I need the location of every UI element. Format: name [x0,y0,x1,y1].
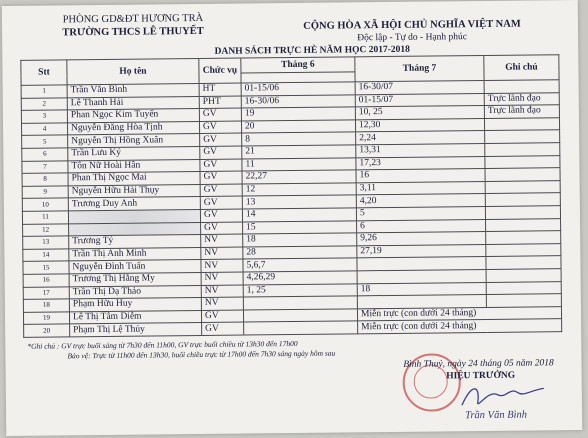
cell-stt: 8 [22,173,68,186]
cell-role: NV [201,247,243,260]
cell-month7: 16-30/07 [355,80,484,94]
cell-month7: 4,20 [356,194,485,208]
cell-name: Trương Tý [69,235,201,249]
cell-month6: 5,6,7 [243,258,357,272]
cell-name: Tôn Nữ Hoài Hân [68,159,200,173]
cell-stt: 1 [21,85,67,98]
cell-name: Phạm Thị Lệ Thủy [70,323,202,337]
cell-name: Lê Thanh Hải [67,96,199,110]
cell-month6: 19 [241,107,355,121]
national-header [302,19,522,45]
col-header-stt: Stt [21,60,67,85]
cell-role: GV [200,184,242,197]
nation-motto: Độc lập - Tự do - Hạnh phúc [357,32,468,44]
cell-note [486,218,561,231]
col-header-month7: Tháng 7 [355,55,484,81]
cell-month6: 12 [242,183,356,197]
cell-month7: Miễn trực (con dưới 24 tháng) [358,319,562,334]
footnote-guards: Bảo vệ: Trực từ 11h00 đến 13h30, buổi chiều trực từ 17h00 đến 7h30 sáng ngày hôm sau [67,348,336,361]
cell-note [486,243,561,256]
cell-note: Trực lãnh đạo [484,105,559,118]
duty-roster-table [20,54,562,338]
cell-month7: 3,11 [356,181,485,195]
cell-role: GV [200,196,242,209]
cell-role: GV [200,146,242,159]
document-page [2,0,582,436]
cell-role: NV [201,297,243,310]
cell-role: PHT [199,96,241,109]
cell-name: Phạm Hữu Huy [69,298,201,312]
cell-month7: 27,19 [357,244,486,258]
cell-role: GV [200,171,242,184]
cell-stt: 14 [23,249,69,262]
cell-note [486,281,561,294]
cell-role: GV [199,108,241,121]
cell-role: GV [200,133,242,146]
cell-stt: 18 [23,299,69,312]
cell-note [484,117,559,130]
cell-stt: 16 [23,274,69,287]
nation-name: CỘNG HÒA XÃ HỘI CHỦ NGHĨA VIỆT NAM [303,18,521,32]
cell-month6: 15 [243,220,357,234]
cell-name: Phan Thị Ngọc Mai [68,172,200,186]
cell-month7: 18 [357,282,486,296]
cell-month6: 18 [243,233,357,247]
cell-month6: 11 [242,157,356,171]
cell-stt: 3 [21,110,67,123]
cell-month7: 10, 25 [355,106,484,120]
cell-month7: 9,26 [357,232,486,246]
cell-month6: 21 [242,145,356,159]
school-name: TRƯỜNG THCS LÊ THUYẾT [62,25,204,39]
cell-note [485,206,560,219]
place-date: Bình Thuỷ, ngày 24 tháng 05 năm 2018 [403,358,554,370]
cell-stt: 17 [23,286,69,299]
cell-name: Trương Thị Hằng My [69,272,201,286]
cell-note [486,269,561,282]
cell-role: GV [199,121,241,134]
cell-role: GV [201,310,243,323]
cell-month7: 6 [357,219,486,233]
cell-month6: 22,27 [242,170,356,184]
signer-name: Trần Văn Bình [465,409,528,422]
cell-role: NV [201,234,243,247]
cell-note [485,180,560,193]
cell-month7: 2,24 [356,131,485,145]
cell-stt: 6 [22,148,68,161]
cell-month6: 13 [242,195,356,209]
cell-note [484,80,559,93]
cell-stt: 19 [23,312,69,325]
cell-month7: 16 [356,169,485,183]
cell-month6: 8 [242,132,356,146]
cell-note [486,294,561,307]
cell-role: NV [201,285,243,298]
cell-stt: 9 [22,186,68,199]
cell-month6 [244,321,358,335]
document-title: DANH SÁCH TRỰC HÈ NĂM HỌC 2017-2018 [214,44,410,57]
cell-month6: 01-15/06 [241,82,355,96]
cell-role: GV [202,322,244,335]
signer-title: HIỆU TRƯỞNG [446,370,516,382]
cell-note [486,256,561,269]
cell-month7: 17,23 [356,156,485,170]
cell-month6 [243,309,357,323]
cell-month6 [243,296,357,310]
cell-role: GV [200,159,242,172]
cell-name: Trần Văn Bình [67,83,199,97]
cell-stt: 7 [22,160,68,173]
cell-name: Trần Thị Dạ Thảo [69,285,201,299]
cell-name: Nguyễn Đình Tuấn [69,260,201,274]
cell-month6: 4,26,29 [243,271,357,285]
cell-name: Lê Thị Tâm Diễm [69,310,201,324]
cell-stt: 4 [21,123,67,136]
cell-note [485,155,560,168]
table-body [21,80,562,337]
cell-month7: 5 [356,206,485,220]
cell-month7: 12,30 [355,118,484,132]
cell-role: HT [199,83,241,96]
col-header-note: Ghi chú [484,55,559,81]
cell-month6: 20 [241,120,355,134]
cell-stt: 20 [24,324,70,337]
cell-month7: Miễn trực (con dưới 24 tháng) [357,306,561,321]
cell-month6: 1, 25 [243,283,357,297]
cell-name: Nguyễn Thị Hồng Xuân [68,134,200,148]
cell-month7: 13,31 [356,143,485,157]
footnote-teachers: *Ghi chú : GV trực buổi sáng từ 7h30 đến 11h00, GV trực buổi chiều từ 13h30 đến 17h00 [27,338,298,351]
cell-stt: 10 [22,198,68,211]
cell-name: Trần Lưu Ký [68,146,200,160]
cell-note [485,143,560,156]
col-header-role: Chức vụ [199,58,241,83]
cell-note: Trực lãnh đạo [484,92,559,105]
cell-stt: 2 [21,97,67,110]
cell-month7: 01-15/07 [355,93,484,107]
cell-role: NV [201,259,243,272]
cell-note [486,231,561,244]
cell-name: Nguyễn Đăng Hòa Tịnh [67,121,199,135]
cell-note [485,130,560,143]
cell-stt: 11 [22,211,68,224]
cell-stt: 13 [23,236,69,249]
col-header-month6: Tháng 6 [241,57,355,73]
cell-month6: 16-30/06 [241,94,355,108]
cell-role: NV [201,272,243,285]
cell-note [485,193,560,206]
col-header-name: Họ tên [67,58,199,84]
cell-stt: 15 [23,261,69,274]
cell-stt: 12 [23,223,69,236]
cell-stt: 5 [22,135,68,148]
issuer-header [48,12,218,40]
cell-month6: 28 [243,246,357,260]
footnotes [27,337,447,361]
cell-role: GV [200,209,242,222]
cell-name: Phan Ngọc Kim Tuyến [67,109,199,123]
cell-note [485,168,560,181]
department-name: PHÒNG GD&ĐT HƯƠNG TRÀ [62,12,204,26]
cell-name: Nguyễn Hữu Hải Thụy [68,184,200,198]
cell-role: GV [201,222,243,235]
cell-month6: 14 [242,208,356,222]
cell-name: Trần Thị Anh Minh [69,247,201,261]
cell-name: Trương Duy Anh [68,197,200,211]
